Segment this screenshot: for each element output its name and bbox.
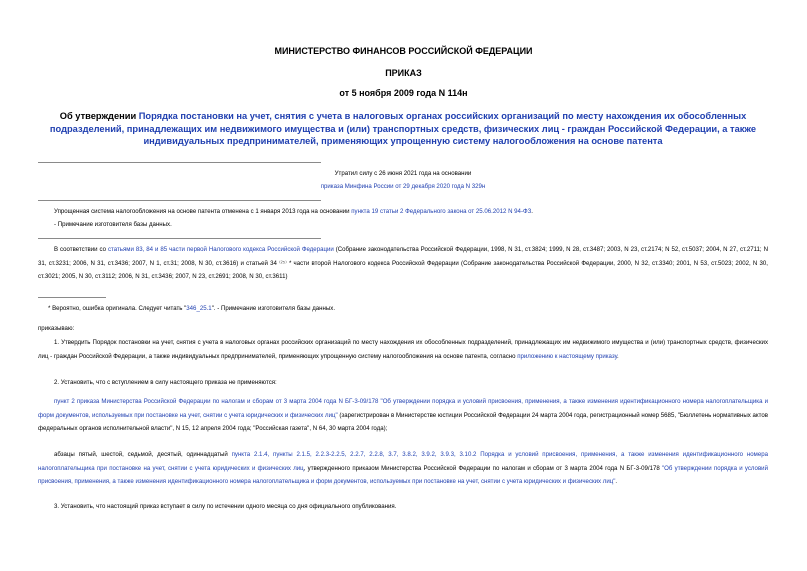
item-3-paragraph: [38, 500, 768, 514]
order-title-link[interactable]: "Об утверждении порядка и условий присвоения, применения, а также изменения идентификационного номера налогоплательщика и форм документов, используемых при постановке на учет, снятии с учета юридических и физических лиц": [38, 464, 768, 486]
law-link[interactable]: пункта 19 статьи 2 Федерального закона от 25.06.2012 N 94-ФЗ: [351, 208, 532, 215]
preamble-text: В соответствии со: [54, 246, 108, 253]
item-3-text: 3. Установить, что настоящий приказ вступает в силу по истечении одного месяца со дня официального опубликования.: [54, 503, 397, 510]
item-1-period: .: [617, 352, 619, 360]
preamble-paragraph: [38, 243, 768, 284]
preamble-text: * части второй Налогового кодекса Российской Федерации (Собрание законодательства Российской Федерации, 2000, N 32, ст.3340; 2001, N 53, ст.5023; 2002, N 30, ст.3021; 2005, N 30, ст.3112; 2006, N 31, ст.3436; 2007, N 23, ст.2691; 2008, N 30, ст.3611): [38, 259, 768, 281]
status-block: [38, 167, 768, 193]
item-2-text: 2. Установить, что с вступлением в силу настоящего приказа не применяются:: [54, 379, 277, 386]
note-period: .: [531, 208, 533, 215]
item-2b-paragraph: [38, 448, 768, 489]
divider: [38, 238, 321, 239]
divider: [38, 200, 321, 201]
document-type: ПРИКАЗ: [385, 68, 422, 78]
order-word: приказываю:: [38, 325, 75, 332]
footnote-text: ". - Примечание изготовителя базы данных.: [211, 305, 336, 312]
footnote-divider: [38, 297, 106, 298]
footnote: [48, 302, 768, 315]
footnote-text: * Вероятно, ошибка оригинала. Следует читать ": [48, 305, 187, 312]
procedure-link[interactable]: пункта 2.1.4, пункты 2.1.5, 2.2.3-2.2.5, 2.2.7, 2.2.8, 3.7, 3.8.2, 3.9.2, 3.9.3, 3.10.2 Порядка и условий присвоения, применения, а также изменения идентификационного номера налогоплательщика при постановке на учет, снятии с учета юридических и физических лиц: [38, 451, 768, 472]
document-title: [22, 110, 784, 148]
item-2b-text: абзацы пятый, шестой, седьмой, десятый, одиннадцатый: [54, 451, 232, 458]
divider: [38, 162, 321, 163]
title-link[interactable]: Порядка постановки на учет, снятия с учета в налоговых органах российских организаций по месту нахождения их обособленных подразделений, принадлежащих им недвижимого имущества и (или) транспортных средств, физических лиц - граждан Российской Федерации, а также индивидуальных предпринимателей, применяющих упрощенную систему налогообложения на основе патента: [49, 111, 757, 146]
editor-note: [54, 205, 768, 231]
item-1-text: 1. Утвердить Порядок постановки на учет, снятия с учета в налоговых органах российских организаций по месту нахождения их обособленных подразделений, принадлежащих им недвижимого имущества и (или) транспортных средств, физических лиц - граждан Российской Федерации, а также индивидуальных предпринимателей, применяющих упрощенную систему налогообложения на основе патента, согласно: [38, 339, 768, 360]
item-1-paragraph: [38, 336, 768, 363]
status-line: Утратил силу с 26 июня 2021 года на основании: [334, 170, 472, 177]
title-prefix: Об утверждении: [59, 111, 139, 121]
item-2a-paragraph: [38, 395, 768, 436]
note-text: Упрощенная система налогообложения на основе патента отменена с 1 января 2013 года на основании: [54, 208, 352, 215]
footnote-link[interactable]: 346_25.1: [186, 305, 212, 312]
appendix-link[interactable]: приложению к настоящему приказу: [517, 352, 618, 360]
repeal-order-link[interactable]: приказа Минфина России от 29 декабря 2020 года N 329н: [320, 183, 486, 191]
ministry-name: МИНИСТЕРСТВО ФИНАНСОВ РОССИЙСКОЙ ФЕДЕРАЦИИ: [274, 46, 533, 56]
garbled-reference: ⁽²⁵⁾: [276, 259, 289, 267]
document-date-number: от 5 ноября 2009 года N 114н: [339, 88, 468, 98]
note-editor-line: - Примечание изготовителя базы данных.: [54, 221, 172, 229]
tax-code-link[interactable]: статьями 83, 84 и 85 части первой Налогового кодекса Российской Федерации: [107, 246, 334, 253]
item-2b-text: , утвержденного приказом Министерства Российской Федерации по налогам и сборам от 3 марта 2004 года N БГ-3-09/178: [303, 464, 663, 472]
item-2a-text: (зарегистрирован в Министерстве юстиции Российской Федерации 24 марта 2004 года, регистрационный номер 5685, "Бюллетень нормативных актов федеральных органов исполнительной власти", N 15, 12 апреля 2004 года; "Российская газета", N 64, 30 марта 2004 года);: [38, 411, 768, 433]
fns-order-link[interactable]: пункт 2 приказа Министерства Российской Федерации по налогам и сборам от 3 марта 2004 года N БГ-3-09/178 "Об утверждении порядка и условий присвоения, применения, а также изменения идентификационного номера налогоплательщика и форм документов, используемых при постановке на учет, снятии с учета юридических и физических лиц": [38, 398, 768, 419]
preamble-text: (Собрание законодательства Российской Федерации, 1998, N 31, ст.3824; 1999, N 28, ст.3487; 2003, N 23, ст.2174; N 52, ст.5037; 2004, N 27, ст.2711; N 31, ст.3231; 2006, N 31, ст.3436; 2007, N 1, ст.31; 2008, N 30, ст.3616) и статьей 34: [38, 246, 768, 267]
item-2b-period: .: [615, 478, 618, 486]
item-2-paragraph: [38, 376, 768, 390]
